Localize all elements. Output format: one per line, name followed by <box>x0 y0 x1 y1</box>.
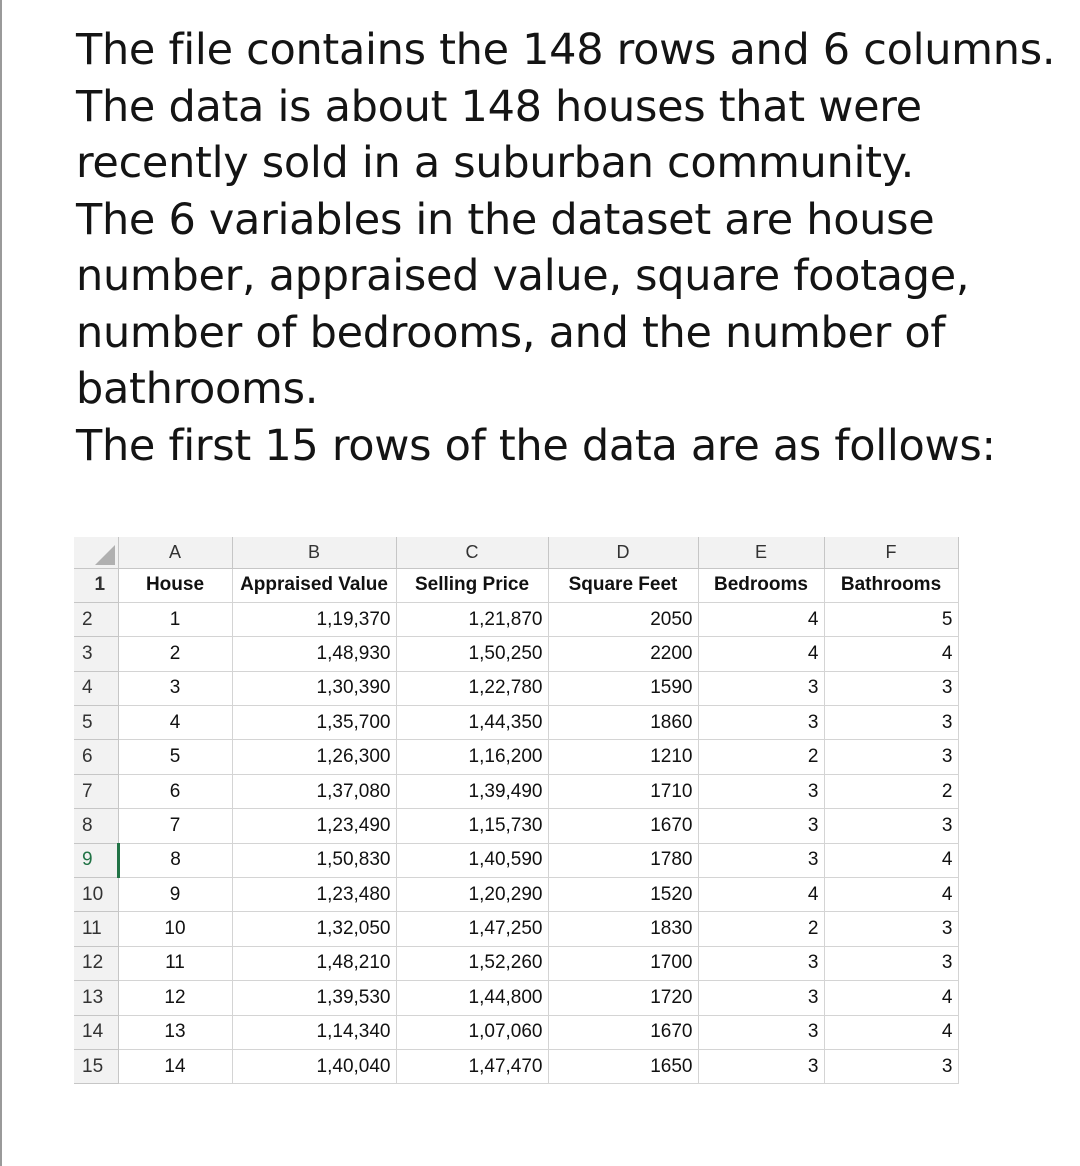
cell-house[interactable]: 6 <box>118 774 232 808</box>
cell-bedrooms[interactable]: 3 <box>698 946 824 980</box>
row-number[interactable]: 11 <box>74 912 118 946</box>
intro-paragraph-3: The first 15 rows of the data are as follows: <box>76 420 996 471</box>
cell-square-feet[interactable]: 1670 <box>548 1015 698 1049</box>
cell-bedrooms[interactable]: 2 <box>698 740 824 774</box>
cell-bedrooms[interactable]: 3 <box>698 1015 824 1049</box>
cell-bathrooms[interactable]: 4 <box>824 637 958 671</box>
table-row <box>74 1015 958 1049</box>
cell-house[interactable]: 10 <box>118 912 232 946</box>
cell-appraised-value[interactable]: 1,23,490 <box>232 809 396 843</box>
cell-bedrooms[interactable]: 4 <box>698 637 824 671</box>
row-number[interactable]: 12 <box>74 946 118 980</box>
header-selling-price[interactable]: Selling Price <box>396 568 548 602</box>
row-number[interactable]: 2 <box>74 602 118 636</box>
table-row <box>74 946 958 980</box>
column-header-b[interactable]: B <box>232 537 396 568</box>
cell-square-feet[interactable]: 1520 <box>548 878 698 912</box>
cell-bedrooms[interactable]: 4 <box>698 602 824 636</box>
row-number[interactable]: 14 <box>74 1015 118 1049</box>
cell-house[interactable]: 11 <box>118 946 232 980</box>
cell-bathrooms[interactable]: 3 <box>824 671 958 705</box>
cell-square-feet[interactable]: 1830 <box>548 912 698 946</box>
cell-selling-price[interactable]: 1,47,470 <box>396 1049 548 1083</box>
cell-square-feet[interactable]: 2050 <box>548 602 698 636</box>
cell-bathrooms[interactable]: 3 <box>824 912 958 946</box>
cell-bathrooms[interactable]: 5 <box>824 602 958 636</box>
cell-bedrooms[interactable]: 3 <box>698 706 824 740</box>
cell-square-feet[interactable]: 1670 <box>548 809 698 843</box>
header-appraised-value[interactable]: Appraised Value <box>232 568 396 602</box>
cell-square-feet[interactable]: 1590 <box>548 671 698 705</box>
select-all-corner[interactable] <box>74 537 118 568</box>
header-data-row <box>74 568 958 602</box>
row-number[interactable]: 9 <box>74 843 118 877</box>
column-header-row <box>74 537 958 568</box>
cell-house[interactable]: 3 <box>118 671 232 705</box>
column-header-d[interactable]: D <box>548 537 698 568</box>
cell-selling-price[interactable]: 1,47,250 <box>396 912 548 946</box>
cell-selling-price[interactable]: 1,50,250 <box>396 637 548 671</box>
cell-appraised-value[interactable]: 1,14,340 <box>232 1015 396 1049</box>
cell-appraised-value[interactable]: 1,26,300 <box>232 740 396 774</box>
cell-house[interactable]: 8 <box>118 843 232 877</box>
row-number[interactable]: 6 <box>74 740 118 774</box>
row-number[interactable]: 4 <box>74 671 118 705</box>
cell-bathrooms[interactable]: 4 <box>824 843 958 877</box>
cell-bedrooms[interactable]: 3 <box>698 843 824 877</box>
cell-bedrooms[interactable]: 3 <box>698 1049 824 1083</box>
cell-house[interactable]: 1 <box>118 602 232 636</box>
cell-square-feet[interactable]: 1720 <box>548 981 698 1015</box>
cell-selling-price[interactable]: 1,15,730 <box>396 809 548 843</box>
cell-bathrooms[interactable]: 3 <box>824 706 958 740</box>
cell-selling-price[interactable]: 1,39,490 <box>396 774 548 808</box>
cell-appraised-value[interactable]: 1,30,390 <box>232 671 396 705</box>
column-header-e[interactable]: E <box>698 537 824 568</box>
cell-appraised-value[interactable]: 1,40,040 <box>232 1049 396 1083</box>
cell-bedrooms[interactable]: 3 <box>698 774 824 808</box>
cell-bathrooms[interactable]: 3 <box>824 946 958 980</box>
table-row <box>74 706 958 740</box>
cell-square-feet[interactable]: 1210 <box>548 740 698 774</box>
column-header-c[interactable]: C <box>396 537 548 568</box>
table-row <box>74 1049 958 1083</box>
cell-house[interactable]: 12 <box>118 981 232 1015</box>
cell-bedrooms[interactable]: 3 <box>698 981 824 1015</box>
header-square-feet[interactable]: Square Feet <box>548 568 698 602</box>
cell-bedrooms[interactable]: 2 <box>698 912 824 946</box>
header-house[interactable]: House <box>118 568 232 602</box>
row-number[interactable]: 1 <box>74 568 118 602</box>
table-row <box>74 912 958 946</box>
cell-house[interactable]: 14 <box>118 1049 232 1083</box>
cell-appraised-value[interactable]: 1,48,930 <box>232 637 396 671</box>
cell-bathrooms[interactable]: 3 <box>824 1049 958 1083</box>
cell-house[interactable]: 2 <box>118 637 232 671</box>
spreadsheet <box>74 537 959 1084</box>
table-row <box>74 740 958 774</box>
cell-appraised-value[interactable]: 1,50,830 <box>232 843 396 877</box>
cell-selling-price[interactable]: 1,16,200 <box>396 740 548 774</box>
table-row <box>74 981 958 1015</box>
row-number[interactable]: 3 <box>74 637 118 671</box>
intro-paragraph-1: The file contains the 148 rows and 6 columns. The data is about 148 houses that were recently sold in a suburban community. <box>76 25 1056 188</box>
cell-square-feet[interactable]: 1650 <box>548 1049 698 1083</box>
row-number[interactable]: 15 <box>74 1049 118 1083</box>
cell-bathrooms[interactable]: 4 <box>824 878 958 912</box>
select-all-triangle-icon <box>95 545 115 565</box>
cell-selling-price[interactable]: 1,40,590 <box>396 843 548 877</box>
cell-appraised-value[interactable]: 1,19,370 <box>232 602 396 636</box>
cell-appraised-value[interactable]: 1,32,050 <box>232 912 396 946</box>
left-edge-border <box>0 0 2 1166</box>
cell-bathrooms[interactable]: 2 <box>824 774 958 808</box>
row-number[interactable]: 10 <box>74 878 118 912</box>
cell-selling-price[interactable]: 1,07,060 <box>396 1015 548 1049</box>
row-number[interactable]: 13 <box>74 981 118 1015</box>
cell-appraised-value[interactable]: 1,48,210 <box>232 946 396 980</box>
cell-bathrooms[interactable]: 4 <box>824 1015 958 1049</box>
cell-bathrooms[interactable]: 4 <box>824 981 958 1015</box>
row-number[interactable]: 7 <box>74 774 118 808</box>
cell-square-feet[interactable]: 1860 <box>548 706 698 740</box>
cell-selling-price[interactable]: 1,20,290 <box>396 878 548 912</box>
intro-paragraph-2: The 6 variables in the dataset are house number, appraised value, square footage, number of bedrooms, and the number of bathrooms. <box>76 194 970 414</box>
cell-appraised-value[interactable]: 1,39,530 <box>232 981 396 1015</box>
cell-bedrooms[interactable]: 4 <box>698 878 824 912</box>
cell-house[interactable]: 4 <box>118 706 232 740</box>
row-number[interactable]: 8 <box>74 809 118 843</box>
table-row <box>74 774 958 808</box>
cell-bathrooms[interactable]: 3 <box>824 809 958 843</box>
cell-selling-price[interactable]: 1,44,350 <box>396 706 548 740</box>
cell-house[interactable]: 7 <box>118 809 232 843</box>
cell-selling-price[interactable]: 1,21,870 <box>396 602 548 636</box>
table-row <box>74 809 958 843</box>
table-row <box>74 637 958 671</box>
cell-house[interactable]: 5 <box>118 740 232 774</box>
cell-bedrooms[interactable]: 3 <box>698 809 824 843</box>
cell-appraised-value[interactable]: 1,35,700 <box>232 706 396 740</box>
cell-house[interactable]: 13 <box>118 1015 232 1049</box>
column-header-a[interactable]: A <box>118 537 232 568</box>
row-number[interactable]: 5 <box>74 706 118 740</box>
cell-square-feet[interactable]: 1710 <box>548 774 698 808</box>
header-bathrooms[interactable]: Bathrooms <box>824 568 958 602</box>
cell-appraised-value[interactable]: 1,37,080 <box>232 774 396 808</box>
cell-square-feet[interactable]: 1780 <box>548 843 698 877</box>
column-header-f[interactable]: F <box>824 537 958 568</box>
cell-square-feet[interactable]: 1700 <box>548 946 698 980</box>
cell-bathrooms[interactable]: 3 <box>824 740 958 774</box>
header-bedrooms[interactable]: Bedrooms <box>698 568 824 602</box>
table-row <box>74 843 958 877</box>
table-row <box>74 602 958 636</box>
cell-house[interactable]: 9 <box>118 878 232 912</box>
cell-selling-price[interactable]: 1,44,800 <box>396 981 548 1015</box>
intro-text <box>76 22 1066 474</box>
cell-square-feet[interactable]: 2200 <box>548 637 698 671</box>
cell-bedrooms[interactable]: 3 <box>698 671 824 705</box>
cell-selling-price[interactable]: 1,22,780 <box>396 671 548 705</box>
cell-selling-price[interactable]: 1,52,260 <box>396 946 548 980</box>
cell-appraised-value[interactable]: 1,23,480 <box>232 878 396 912</box>
table-row <box>74 878 958 912</box>
table-row <box>74 671 958 705</box>
